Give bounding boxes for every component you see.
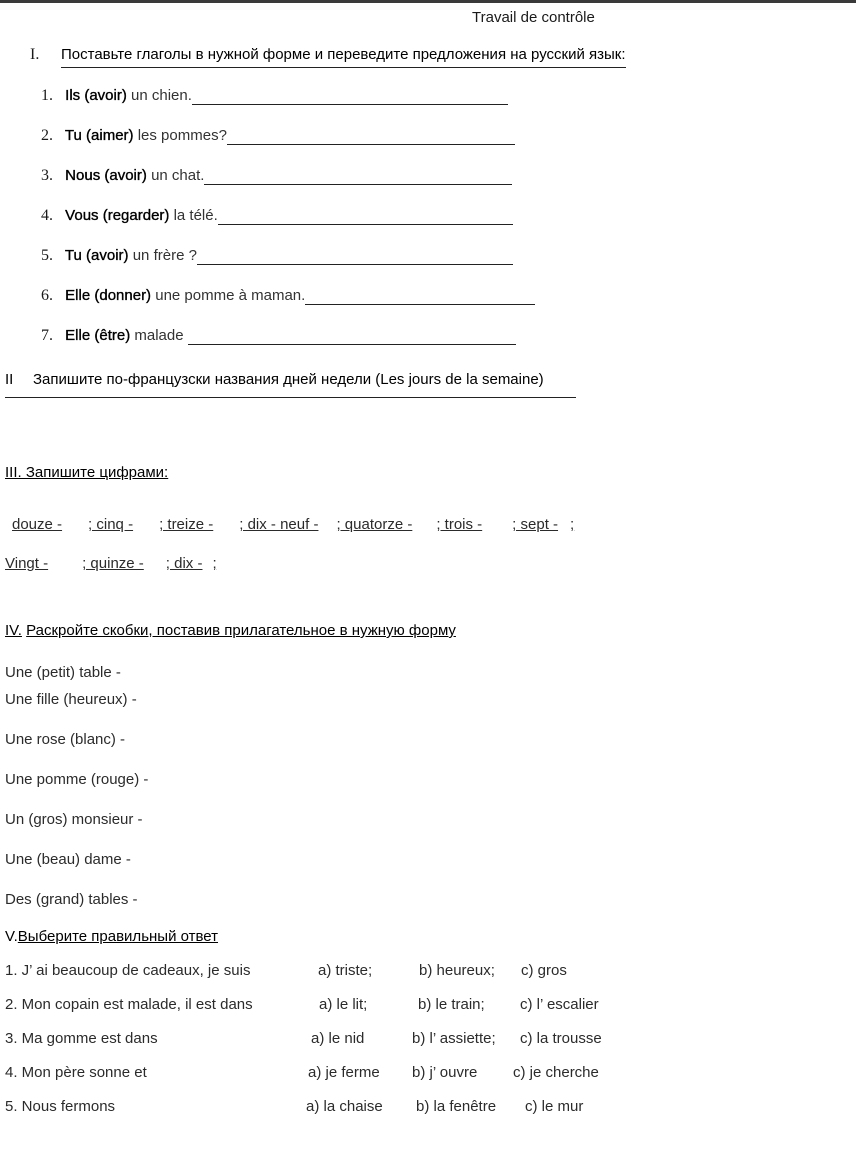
section-5-header — [5, 928, 218, 946]
question-text: 4. Mon père sonne et — [5, 1064, 147, 1081]
numbers-line-2 — [5, 555, 217, 573]
option-a[interactable]: a) la chaise — [306, 1098, 383, 1115]
option-c[interactable]: c) le mur — [525, 1098, 584, 1115]
item-subject: Elle — [65, 287, 91, 304]
option-c[interactable]: c) la trousse — [520, 1030, 602, 1047]
question-text: 3. Ma gomme est dans — [5, 1030, 158, 1047]
adjective-item: Une pomme (rouge) - — [5, 771, 149, 788]
section-2-number: II — [5, 371, 14, 388]
exercise-item — [41, 247, 513, 265]
number-word: Vingt - — [5, 555, 49, 572]
adjective-item: Une (petit) table - — [5, 664, 121, 681]
adjective-item: Un (gros) monsieur - — [5, 811, 143, 828]
option-b[interactable]: b) l’ assiette; — [412, 1030, 496, 1047]
number-word: ; — [212, 555, 217, 572]
section-1-heading: Поставьте глаголы в нужной форме и переведите предложения на русский язык: — [61, 46, 626, 68]
number-word: ; sept - — [512, 516, 559, 533]
section-4-header — [5, 622, 456, 640]
item-rest: la télé. — [173, 207, 218, 224]
item-number: 3. — [41, 167, 53, 184]
item-number: 4. — [41, 207, 53, 224]
item-rest: un chat. — [151, 167, 205, 184]
option-a[interactable]: a) je ferme — [308, 1064, 380, 1081]
exercise-item — [41, 327, 516, 345]
item-rest: les pommes? — [137, 127, 227, 144]
section-4-number: IV. — [5, 622, 22, 639]
item-verb: (avoir) — [86, 247, 129, 264]
numbers-line-1 — [5, 516, 574, 534]
option-b[interactable]: b) la fenêtre — [416, 1098, 497, 1115]
option-b[interactable]: b) le train; — [418, 996, 485, 1013]
option-a[interactable]: a) le lit; — [319, 996, 368, 1013]
exercise-item — [41, 167, 512, 185]
number-word: ; dix - — [165, 555, 203, 572]
item-subject: Vous — [65, 207, 99, 224]
item-verb: (donner) — [94, 287, 152, 304]
item-number: 2. — [41, 127, 53, 144]
item-subject: Elle — [65, 327, 91, 344]
adjective-item: Une fille (heureux) - — [5, 691, 137, 708]
section-3-heading: III. Запишите цифрами: — [5, 464, 169, 481]
adjective-item: Une rose (blanc) - — [5, 731, 126, 748]
exercise-item — [41, 87, 508, 105]
option-c[interactable]: c) gros — [521, 962, 567, 979]
number-word: ; cinq - — [88, 516, 134, 533]
item-verb: (regarder) — [102, 207, 170, 224]
number-word: ; trois - — [436, 516, 483, 533]
item-rest: une pomme à maman. — [155, 287, 306, 304]
option-a[interactable]: a) le nid — [311, 1030, 365, 1047]
number-word: ; quinze - — [82, 555, 144, 572]
item-rest: un chien. — [131, 87, 192, 104]
answer-blank[interactable] — [305, 291, 535, 305]
number-word: ; dix - neuf - — [239, 516, 319, 533]
number-word: ; treize - — [159, 516, 214, 533]
section-5-number: V. — [5, 928, 18, 945]
answer-blank[interactable] — [188, 331, 516, 345]
option-a[interactable]: a) triste; — [318, 962, 373, 979]
item-number: 7. — [41, 327, 53, 344]
exercise-item — [41, 287, 535, 305]
exercise-item — [41, 127, 515, 145]
answer-blank[interactable] — [204, 171, 512, 185]
number-word: ; quatorze - — [336, 516, 413, 533]
exercise-item — [41, 207, 513, 225]
option-b[interactable]: b) heureux; — [419, 962, 495, 979]
section-1-number: I. — [30, 46, 40, 63]
section-2-header — [5, 371, 576, 398]
number-word: douze - — [12, 516, 63, 533]
item-number: 5. — [41, 247, 53, 264]
item-subject: Nous — [65, 167, 101, 184]
item-verb: (avoir) — [84, 87, 127, 104]
section-2-heading: Запишите по-французски названия дней недели (Les jours de la semaine) — [33, 371, 544, 388]
adjective-item: Une (beau) dame - — [5, 851, 131, 868]
option-c[interactable]: c) je cherche — [513, 1064, 599, 1081]
answer-blank[interactable] — [192, 91, 508, 105]
item-verb: (avoir) — [104, 167, 147, 184]
question-text: 2. Mon copain est malade, il est dans — [5, 996, 253, 1013]
item-subject: Tu — [64, 247, 82, 264]
option-c[interactable]: c) l’ escalier — [520, 996, 599, 1013]
item-rest: un frère ? — [132, 247, 197, 264]
adjective-item: Des (grand) tables - — [5, 891, 138, 908]
item-subject: Tu — [64, 127, 82, 144]
answer-blank[interactable] — [218, 211, 513, 225]
option-b[interactable]: b) j’ ouvre — [412, 1064, 478, 1081]
number-word: ; — [570, 516, 575, 533]
section-4-heading: Раскройте скобки, поставив прилагательное в нужную форму — [26, 622, 456, 639]
item-rest: malade — [134, 327, 184, 344]
item-subject: Ils — [65, 87, 81, 104]
item-number: 1. — [41, 87, 53, 104]
page-title: Travail de contrôle — [472, 9, 595, 26]
answer-blank[interactable] — [197, 251, 513, 265]
question-text: 5. Nous fermons — [5, 1098, 116, 1115]
item-verb: (être) — [94, 327, 131, 344]
section-5-heading: Выберите правильный ответ — [17, 928, 219, 945]
section-1-header — [30, 46, 626, 64]
top-border — [0, 0, 856, 3]
answer-blank[interactable] — [227, 131, 515, 145]
item-verb: (aimer) — [86, 127, 134, 144]
question-text: 1. J’ ai beaucoup de cadeaux, je suis — [5, 962, 251, 979]
item-number: 6. — [41, 287, 53, 304]
